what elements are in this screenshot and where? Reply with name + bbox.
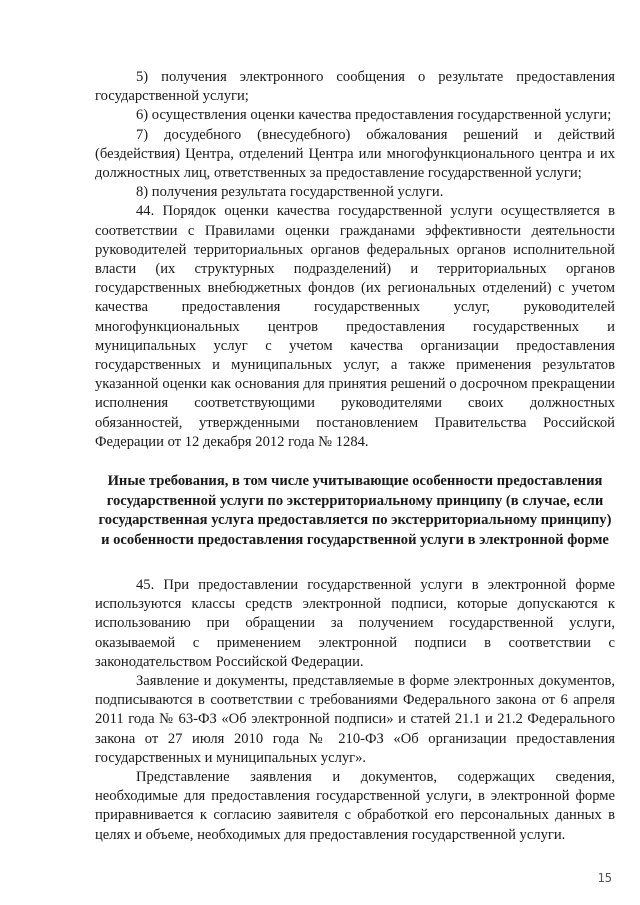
- list-item-6: 6) осуществления оценки качества предоставления государственной услуги;: [136, 107, 612, 124]
- list-item-5: 5) получения электронного сообщения о результате предоставления государственной услуги;: [95, 69, 615, 105]
- paragraph-45: 45. При предоставлении государственной услуги в электронной форме используются классы средств электронной подписи, которые допускаются к использованию при обращении за получением государственной услуги, оказываемой с применением электронной подписи в соответствии с законодательством Российской Федерации.: [95, 577, 615, 670]
- paragraph-44: 44. Порядок оценки качества государственной услуги осуществляется в соответствии с Правилами оценки гражданами эффективности деятельности руководителей территориальных органов федеральных органов исполнительной власти (их структурных подразделений) и территориальных органов государственных внебюджетных фондов (их региональных отделений) с учетом качества предоставления государственных услуг, руководителей многофункциональных центров предоставления государственных и муниципальных услуг с учетом качества организации предоставления государственных и муниципальных услуг, а также применения результатов указанной оценки как основания для принятия решений о досрочном прекращении исполнения соответствующими руководителями своих должностных обязанностей, утвержденными постановлением Правительства Российской Федерации от 12 декабря 2012 года № 1284.: [95, 203, 615, 450]
- section-heading: Иные требования, в том числе учитывающие особенности предоставления государственной услуги по экстерриториальному принципу (в случае, если государственная услуга предоставляется по экстерриториальному принципу) и особенности предоставления государственной услуги в электронной форме: [98, 473, 612, 548]
- paragraph-signing: Заявление и документы, представляемые в форме электронных документов, подписываются в соответствии с требованиями Федерального закона от 6 апреля 2011 года № 63-ФЗ «Об электронной подписи» и статей 21.1 и 21.2 Федерального закона от 27 июля 2010 года № 210-ФЗ «Об организации предоставления государственных и муниципальных услуг».: [95, 673, 615, 766]
- paragraph-consent: Представление заявления и документов, содержащих сведения, необходимые для предоставления государственной услуги, в электронной форме приравнивается к согласию заявителя с обработкой его персональных данных в целях и объеме, необходимых для предоставления государственной услуги.: [95, 769, 615, 843]
- page-number: 15: [597, 871, 612, 885]
- list-item-7: 7) досудебного (внесудебного) обжалования решений и действий (бездействия) Центра, отделений Центра или многофункционального центра и их должностных лиц, ответственных за предоставление государственной услуги;: [95, 126, 615, 182]
- list-item-8: 8) получения результата государственной услуги.: [136, 184, 444, 201]
- access-options-list: [95, 68, 615, 452]
- electronic-form-section: [95, 576, 615, 845]
